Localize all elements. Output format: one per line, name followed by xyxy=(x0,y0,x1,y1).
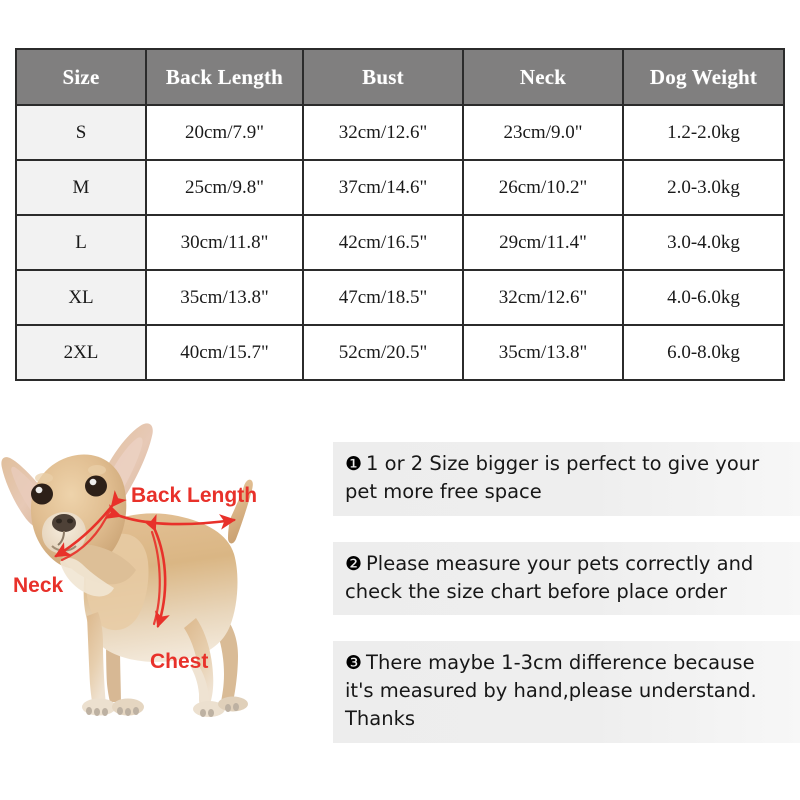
cell-dog-weight: 1.2-2.0kg xyxy=(623,105,784,160)
note-text-2: Please measure your pets correctly and check the size chart before place order xyxy=(345,551,754,603)
cell-bust: 42cm/16.5" xyxy=(303,215,463,270)
table-header-row xyxy=(16,49,784,105)
note-text-1: 1 or 2 Size bigger is perfect to give your pet more free space xyxy=(345,452,760,503)
dog-illustration xyxy=(0,410,330,750)
cell-neck: 32cm/12.6" xyxy=(463,270,623,325)
dog-eye-left xyxy=(31,484,53,505)
cell-back-length: 25cm/9.8" xyxy=(146,160,303,215)
label-chest: Chest xyxy=(150,650,209,673)
cell-neck: 35cm/13.8" xyxy=(463,325,623,380)
cell-dog-weight: 4.0-6.0kg xyxy=(623,270,784,325)
cell-back-length: 30cm/11.8" xyxy=(146,215,303,270)
size-chart-section xyxy=(15,48,783,381)
column-header-neck: Neck xyxy=(463,49,623,105)
table-row xyxy=(16,105,784,160)
measurement-guide-section xyxy=(0,400,800,800)
cell-back-length: 40cm/15.7" xyxy=(146,325,303,380)
size-chart-table xyxy=(15,48,785,381)
cell-size: S xyxy=(16,105,146,160)
cell-dog-weight: 3.0-4.0kg xyxy=(623,215,784,270)
dog-brow-right xyxy=(88,465,106,475)
note-bullet-3-icon: ❸ xyxy=(345,652,363,675)
cell-neck: 29cm/11.4" xyxy=(463,215,623,270)
cell-back-length: 35cm/13.8" xyxy=(146,270,303,325)
dog-paw-hind-far xyxy=(218,697,248,712)
cell-dog-weight: 6.0-8.0kg xyxy=(623,325,784,380)
dog-brow-left xyxy=(35,473,53,483)
cell-neck: 26cm/10.2" xyxy=(463,160,623,215)
cell-bust: 37cm/14.6" xyxy=(303,160,463,215)
cell-size: 2XL xyxy=(16,325,146,380)
table-row xyxy=(16,325,784,380)
dog-nose xyxy=(52,514,76,532)
dog-eye-right-highlight xyxy=(90,479,97,485)
column-header-back-length: Back Length xyxy=(146,49,303,105)
label-neck: Neck xyxy=(13,574,64,597)
note-item-2 xyxy=(333,542,800,616)
dog-body-group xyxy=(1,423,252,717)
cell-bust: 47cm/18.5" xyxy=(303,270,463,325)
dog-nostril-right xyxy=(67,519,73,524)
cell-size: M xyxy=(16,160,146,215)
note-bullet-1-icon: ❶ xyxy=(345,453,363,475)
cell-dog-weight: 2.0-3.0kg xyxy=(623,160,784,215)
cell-bust: 32cm/12.6" xyxy=(303,105,463,160)
table-body xyxy=(16,105,784,380)
column-header-dog-weight: Dog Weight xyxy=(623,49,784,105)
note-bullet-2-icon: ❷ xyxy=(345,552,363,575)
label-back-length: Back Length xyxy=(131,484,258,507)
table-row xyxy=(16,215,784,270)
cell-back-length: 20cm/7.9" xyxy=(146,105,303,160)
note-item-1 xyxy=(333,442,800,516)
dog-eye-right xyxy=(85,476,107,497)
table-row xyxy=(16,160,784,215)
notes-list xyxy=(333,442,800,743)
dog-nostril-left xyxy=(56,519,62,524)
cell-size: L xyxy=(16,215,146,270)
table-row xyxy=(16,270,784,325)
cell-neck: 23cm/9.0" xyxy=(463,105,623,160)
note-text-3: There maybe 1-3cm difference because it's measured by hand,please understand. Thanks xyxy=(345,651,757,730)
dog-eye-left-highlight xyxy=(36,487,43,493)
table-header xyxy=(16,49,784,105)
cell-size: XL xyxy=(16,270,146,325)
note-item-3 xyxy=(333,641,800,742)
column-header-bust: Bust xyxy=(303,49,463,105)
column-header-size: Size xyxy=(16,49,146,105)
dog-measurement-diagram xyxy=(0,410,330,750)
cell-bust: 52cm/20.5" xyxy=(303,325,463,380)
